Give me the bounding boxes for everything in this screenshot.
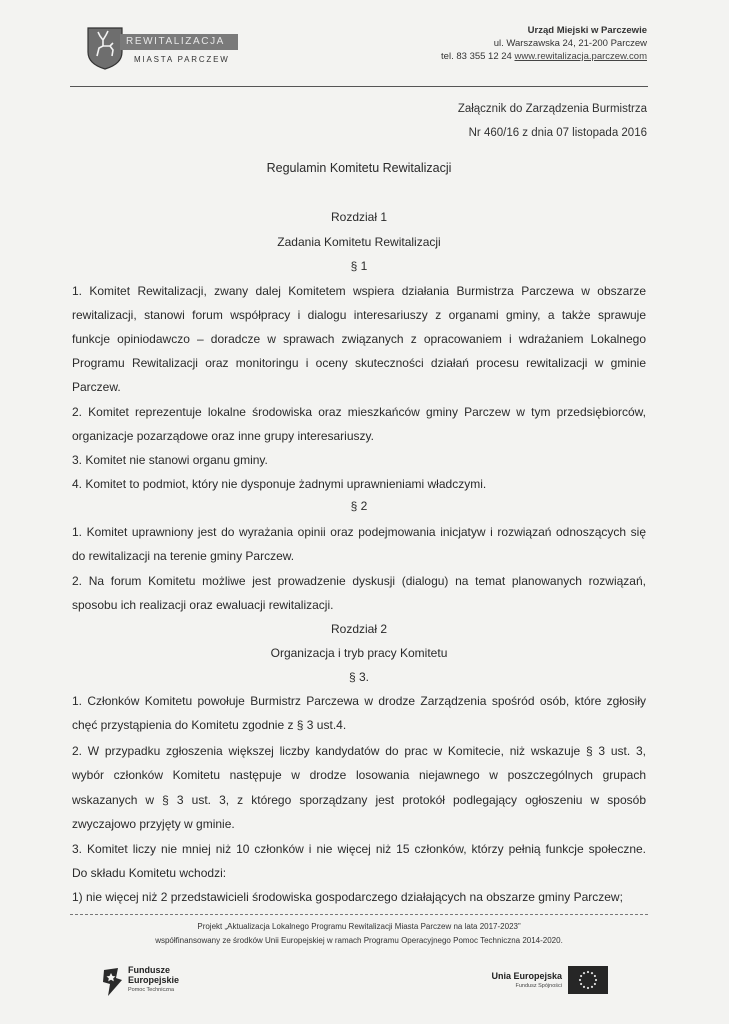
attachment-line-2: Nr 460/16 z dnia 07 listopada 2016 — [468, 127, 647, 139]
attachment-line-1: Załącznik do Zarządzenia Burmistrza — [457, 103, 647, 115]
fe-logo-line-3: Pomoc Techniczna — [128, 987, 175, 993]
logo-subtitle: MIASTA PARCZEW — [134, 55, 230, 64]
s1-p1-line-5: Parczew. — [72, 380, 121, 394]
s3-p3-line-3: 1) nie więcej niż 2 przedstawicieli środowiska gospodarczego działających na obszarze gminy Parczew; — [72, 890, 623, 904]
footer-project-line-1: Projekt „Aktualizacja Lokalnego Programu Rewitalizacji Miasta Parczew na lata 2017-2023” — [197, 922, 521, 931]
s3-p2-line-4: zwyczajowo przyjęty w gminie. — [72, 817, 235, 831]
chapter-2-label: Rozdział 2 — [330, 622, 388, 636]
section-2-heading: § 2 — [350, 499, 368, 513]
footer-divider — [70, 914, 648, 915]
deer-shield-icon — [86, 26, 124, 70]
s1-p1-line-4: Programu Rewitalizacji oraz monitoringu i oceny skuteczności działań procesu rewitalizacji w gminie — [72, 356, 646, 370]
s1-p1-line-3: funkcje opiniodawczo – doradcze w sprawach związanych z opracowaniem i wdrażaniem Lokalnego — [72, 332, 646, 346]
s3-p2-line-3: wskazanych w § 3 ust. 3, z którego sporządzany jest protokół podlegający ogłoszeniu w sposób — [72, 793, 646, 807]
eu-stars-icon — [568, 966, 608, 994]
s1-p4: 4. Komitet to podmiot, który nie dysponuje żadnymi uprawnieniami władczymi. — [72, 477, 487, 491]
s2-p2-line-1: 2. Na forum Komitetu możliwe jest prowadzenie dyskusji (dialogu) na temat planowanych rozwiązań, — [72, 574, 646, 588]
fundusze-star-icon — [100, 966, 124, 998]
s1-p3: 3. Komitet nie stanowi organu gminy. — [72, 453, 268, 467]
document-title: Regulamin Komitetu Rewitalizacji — [266, 161, 452, 175]
eu-logo — [488, 966, 608, 1000]
header-divider — [70, 86, 648, 87]
eu-logo-line-1: Unia Europejska — [491, 971, 562, 981]
section-3-heading: § 3. — [348, 670, 369, 684]
office-contact — [441, 24, 647, 63]
chapter-1-title: Zadania Komitetu Rewitalizacji — [277, 235, 441, 249]
s3-p3-line-2: Do składu Komitetu wchodzi: — [72, 866, 227, 880]
chapter-1-label: Rozdział 1 — [330, 210, 388, 224]
s2-p2-line-2: sposobu ich realizacji oraz ewaluacji rewitalizacji. — [72, 598, 334, 612]
fundusze-europejskie-logo — [100, 966, 210, 1000]
s1-p1-line-1: 1. Komitet Rewitalizacji, zwany dalej Komitetem wspiera działania Burmistrza Parczewa w obszarze — [72, 284, 646, 298]
s3-p3-line-1: 3. Komitet liczy nie mniej niż 10 członków i nie więcej niż 15 członków, którzy pełnią funkcje społeczne. — [72, 842, 646, 856]
s2-p1-line-1: 1. Komitet uprawniony jest do wyrażania opinii oraz podejmowania inicjatyw i rozwiązań odnoszących się — [72, 525, 646, 539]
office-phone-website — [441, 50, 647, 63]
s1-p2-line-2: organizacje pozarządowe oraz inne grupy interesariuszy. — [72, 429, 374, 443]
fe-logo-line-1: Fundusze — [128, 965, 170, 975]
attachment-note — [458, 97, 647, 145]
fe-logo-line-2: Europejskie — [128, 975, 180, 985]
section-1-heading: § 1 — [350, 259, 368, 273]
office-website-link[interactable]: www.rewitalizacja.parczew.com — [514, 51, 647, 62]
s1-p1-line-2: rewitalizacji, stanowi forum współpracy i dialogu interesariuszy z organami gminy, a także sprawuje — [72, 308, 646, 322]
eu-flag-icon — [568, 966, 608, 994]
office-address: ul. Warszawska 24, 21-200 Parczew — [493, 38, 647, 49]
s3-p1-line-1: 1. Członków Komitetu powołuje Burmistrz Parczewa w drodze Zarządzenia spośród osób, które zgłosiły — [72, 694, 646, 708]
s3-p2-line-2: wybór członków Komitetu następuje w drodze losowania niejawnego w poszczególnych grupach — [72, 768, 646, 782]
office-name: Urząd Miejski w Parczewie — [527, 25, 647, 36]
chapter-2-title: Organizacja i tryb pracy Komitetu — [270, 646, 448, 660]
rewitalizacja-logo — [86, 26, 246, 74]
s1-p2-line-1: 2. Komitet reprezentuje lokalne środowiska oraz mieszkańców gminy Parczew w tym przedsiębiorców, — [72, 405, 646, 419]
s3-p2-line-1: 2. W przypadku zgłoszenia większej liczby kandydatów do prac w Komitecie, niż wskazuje § 3 ust. 3, — [72, 744, 646, 758]
logo-banner-text: REWITALIZACJA — [120, 34, 238, 50]
office-phone: tel. 83 355 12 24 — [441, 51, 512, 62]
eu-logo-line-2: Fundusz Spójności — [515, 983, 562, 989]
s3-p1-line-2: chęć przystąpienia do Komitetu zgodnie z § 3 ust.4. — [72, 718, 347, 732]
s2-p1-line-2: do rewitalizacji na terenie gminy Parczew. — [72, 549, 295, 563]
footer-project-line-2: współfinansowany ze środków Unii Europejskiej w ramach Programu Operacyjnego Pomoc Techniczna 2014-2020. — [155, 936, 563, 945]
